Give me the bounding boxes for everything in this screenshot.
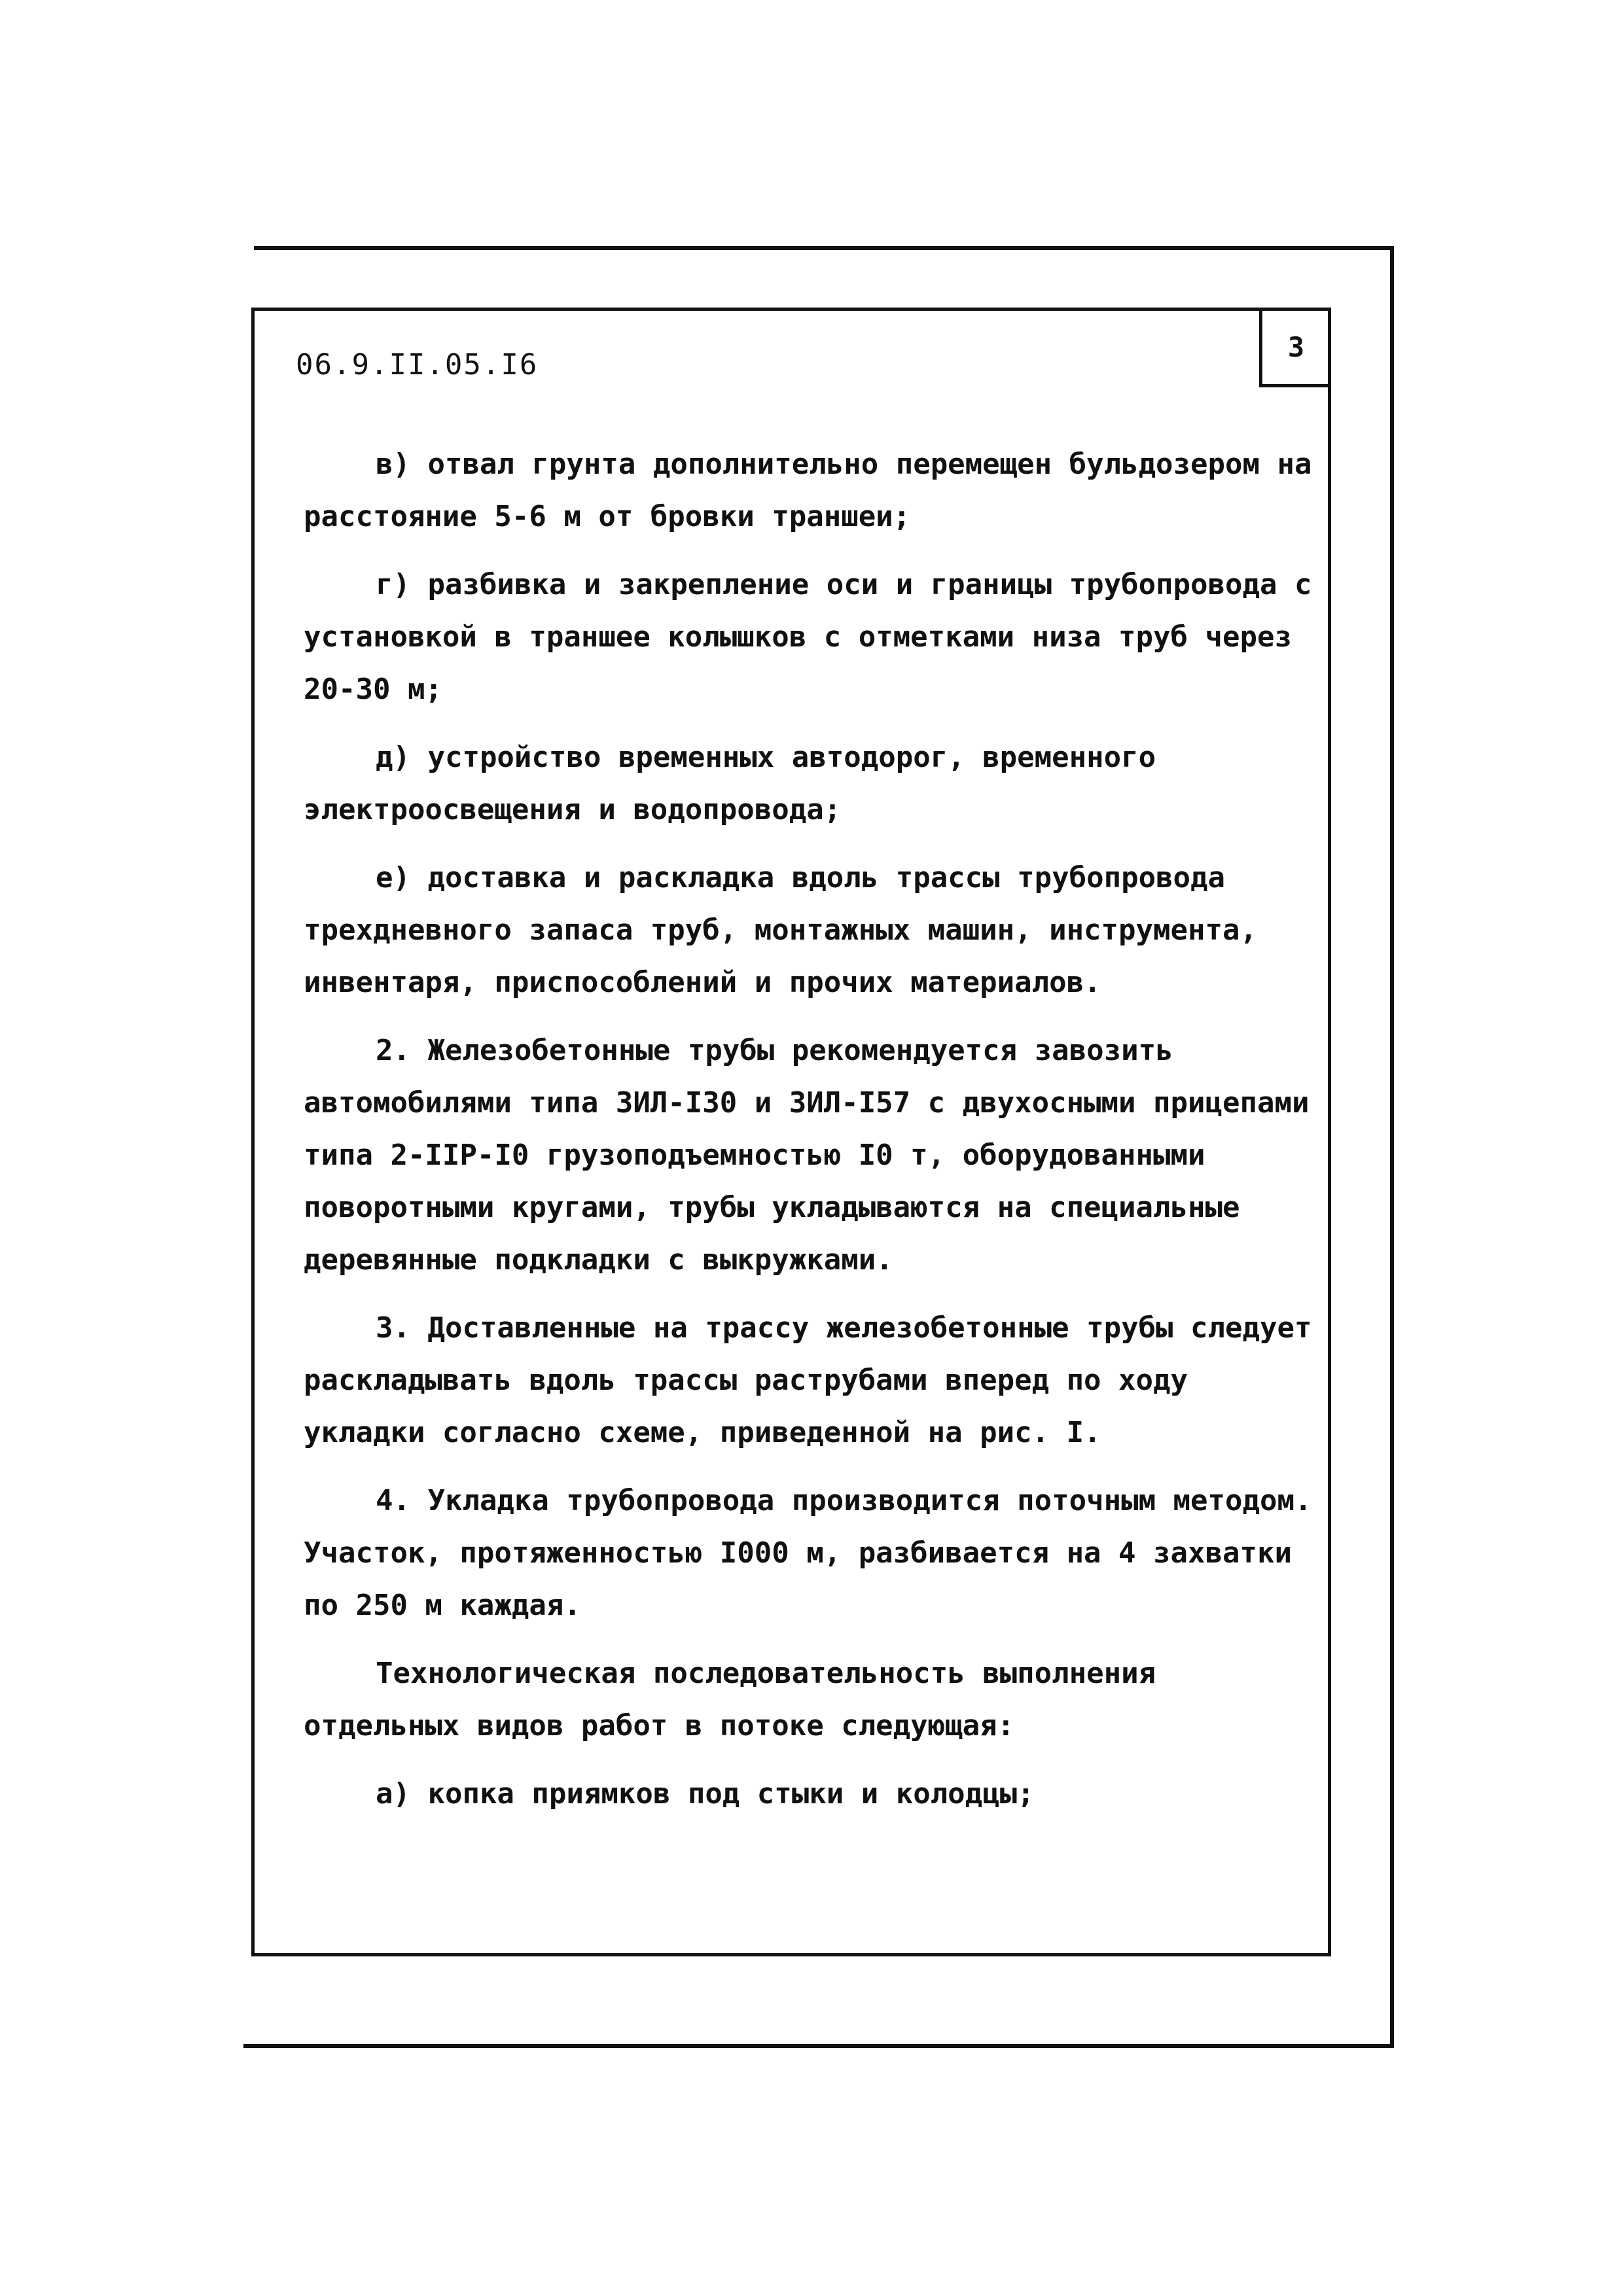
outer-frame-bottom-line <box>243 2044 1394 2048</box>
paragraph-3: 3. Доставленные на трассу железобетонные трубы следует раскладывать вдоль трассы раструбами вперед по ходу укладки согласно схеме, приведенной на рис. I. <box>304 1311 1312 1449</box>
paragraph-d: д) устройство временных автодорог, временного электроосвещения и водопровода; <box>304 741 1156 826</box>
document-code: 06.9.II.05.I6 <box>296 348 539 381</box>
paragraph-v: в) отвал грунта дополнительно перемещен бульдозером на расстояние 5-6 м от бровки траншеи; <box>304 448 1312 533</box>
outer-frame-top-line <box>254 246 1394 250</box>
paragraph-g: г) разбивка и закрепление оси и границы трубопровода с установкой в траншее колышков с отметками низа труб через 20-30 м; <box>304 568 1312 706</box>
outer-frame-right-line <box>1390 247 1394 2048</box>
paragraph-e: е) доставка и раскладка вдоль трассы трубопровода трехдневного запаса труб, монтажных машин, инструмента, инвентаря, приспособлений и прочих материалов. <box>304 861 1257 999</box>
page-number: 3 <box>1287 331 1305 363</box>
paragraph-4: 4. Укладка трубопровода производится поточным методом. Участок, протяженностью I000 м, разбивается на 4 захватки по 250 м каждая. <box>304 1484 1312 1622</box>
paragraph-a: а) копка приямков под стыки и колодцы; <box>376 1777 1035 1810</box>
paragraph-sequence-intro: Технологическая последовательность выполнения отдельных видов работ в потоке следующая: <box>304 1657 1156 1742</box>
page-number-box <box>1259 310 1330 387</box>
paragraph-2: 2. Железобетонные трубы рекомендуется завозить автомобилями типа ЗИЛ-I30 и ЗИЛ-I57 с двухосными прицепами типа 2-IIP-I0 грузоподъемностью I0 т, оборудованными поворотными кругами, трубы укладываются на специальные деревянные подкладки с выкружками. <box>304 1034 1310 1277</box>
document-body <box>304 438 1325 1836</box>
